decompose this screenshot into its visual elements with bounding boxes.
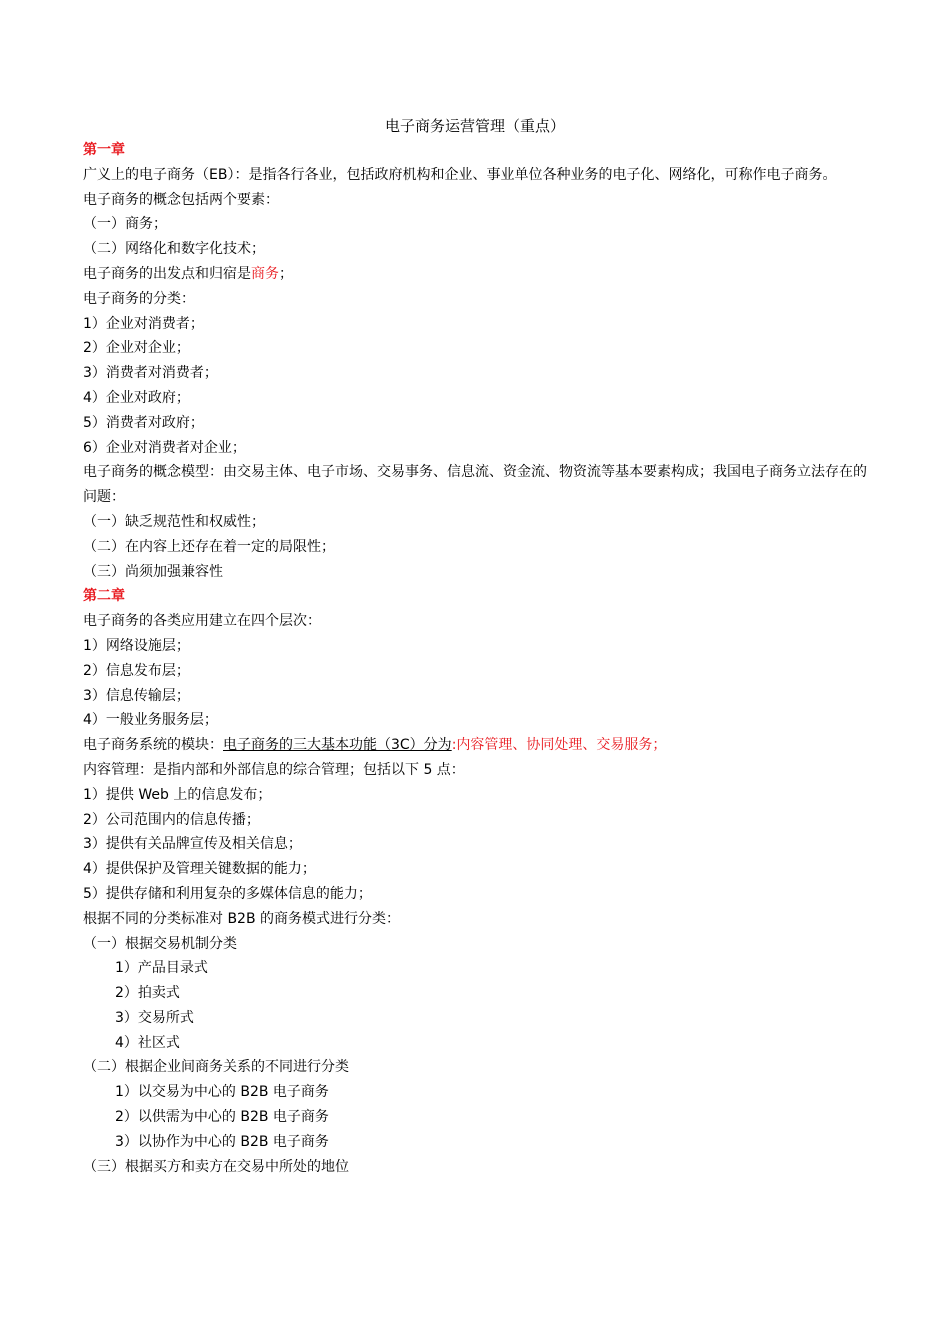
elements-intro: 电子商务的概念包括两个要素： <box>83 191 279 208</box>
content-point: 5）提供存储和利用复杂的多媒体信息的能力； <box>83 885 372 902</box>
classification-item: 1）企业对消费者； <box>83 315 204 332</box>
chapter-2-heading: 第二章 <box>83 588 125 605</box>
classification-intro: 电子商务的分类： <box>83 290 195 307</box>
b2b-group-item: 3）以协作为中心的 B2B 电子商务 <box>115 1133 329 1150</box>
origin-highlight: 商务 <box>251 265 279 282</box>
chapter-1-heading: 第一章 <box>83 142 125 158</box>
b2b-group-item: 2）以供需为中心的 B2B 电子商务 <box>115 1109 329 1126</box>
origin-suffix: ； <box>279 265 293 282</box>
content-point: 2）公司范围内的信息传播； <box>83 811 260 828</box>
ec-definition: 广义上的电子商务（EB）：是指各行各业，包括政府机构和企业、事业单位各种业务的电子化、网络化，可称作电子商务。 <box>83 166 837 183</box>
layer-item: 1）网络设施层； <box>83 637 190 654</box>
module-underlined: 电子商务的三大基本功能（3C）分为 <box>223 737 452 754</box>
classification-item: 5）消费者对政府； <box>83 414 204 431</box>
b2b-group-item: 2）拍卖式 <box>115 985 180 1002</box>
legislation-problem: （三）尚须加强兼容性 <box>83 563 223 580</box>
concept-model: 电子商务的概念模型：由交易主体、电子市场、交易事务、信息流、资金流、物资流等基本要素构成；我国电子商务立法存在的问题： <box>83 464 867 506</box>
module-prefix: 电子商务系统的模块： <box>83 737 223 754</box>
classification-item: 2）企业对企业； <box>83 340 190 357</box>
b2b-group-heading: （二）根据企业间商务关系的不同进行分类 <box>83 1059 349 1076</box>
module-line <box>83 733 873 758</box>
b2b-group-heading: （三）根据买方和卖方在交易中所处的地位 <box>83 1158 349 1175</box>
element-item: （二）网络化和数字化技术； <box>83 241 265 258</box>
layer-item: 3）信息传输层； <box>83 687 190 704</box>
b2b-group-heading: （一）根据交易机制分类 <box>83 935 237 952</box>
content-point: 1）提供 Web 上的信息发布； <box>83 786 272 803</box>
content-point: 4）提供保护及管理关键数据的能力； <box>83 861 316 878</box>
b2b-intro: 根据不同的分类标准对 B2B 的商务模式进行分类： <box>83 910 401 927</box>
layer-item: 2）信息发布层； <box>83 662 190 679</box>
layers-intro: 电子商务的各类应用建立在四个层次： <box>83 613 321 630</box>
element-item: （一）商务； <box>83 216 167 233</box>
legislation-problem: （一）缺乏规范性和权威性； <box>83 513 265 530</box>
content-point: 3）提供有关品牌宣传及相关信息； <box>83 836 302 853</box>
module-highlight: 内容管理、协同处理、交易服务； <box>456 737 667 754</box>
b2b-group-item: 1）以交易为中心的 B2B 电子商务 <box>115 1084 329 1101</box>
legislation-problem: （二）在内容上还存在着一定的局限性； <box>83 538 335 555</box>
document-title: 电子商务运营管理（重点） <box>384 117 565 135</box>
module-colon: : <box>451 737 457 754</box>
layer-item: 4）一般业务服务层； <box>83 712 218 729</box>
b2b-group-item: 1）产品目录式 <box>115 960 208 977</box>
origin-line <box>83 262 873 287</box>
origin-prefix: 电子商务的出发点和归宿是 <box>83 265 251 282</box>
b2b-group-item: 4）社区式 <box>115 1034 180 1051</box>
classification-item: 3）消费者对消费者； <box>83 365 218 382</box>
content-intro: 内容管理：是指内部和外部信息的综合管理；包括以下 5 点： <box>83 761 465 778</box>
b2b-group-item: 3）交易所式 <box>115 1009 194 1026</box>
classification-item: 6）企业对消费者对企业； <box>83 439 246 456</box>
classification-item: 4）企业对政府； <box>83 389 190 406</box>
document-body <box>83 138 873 1179</box>
